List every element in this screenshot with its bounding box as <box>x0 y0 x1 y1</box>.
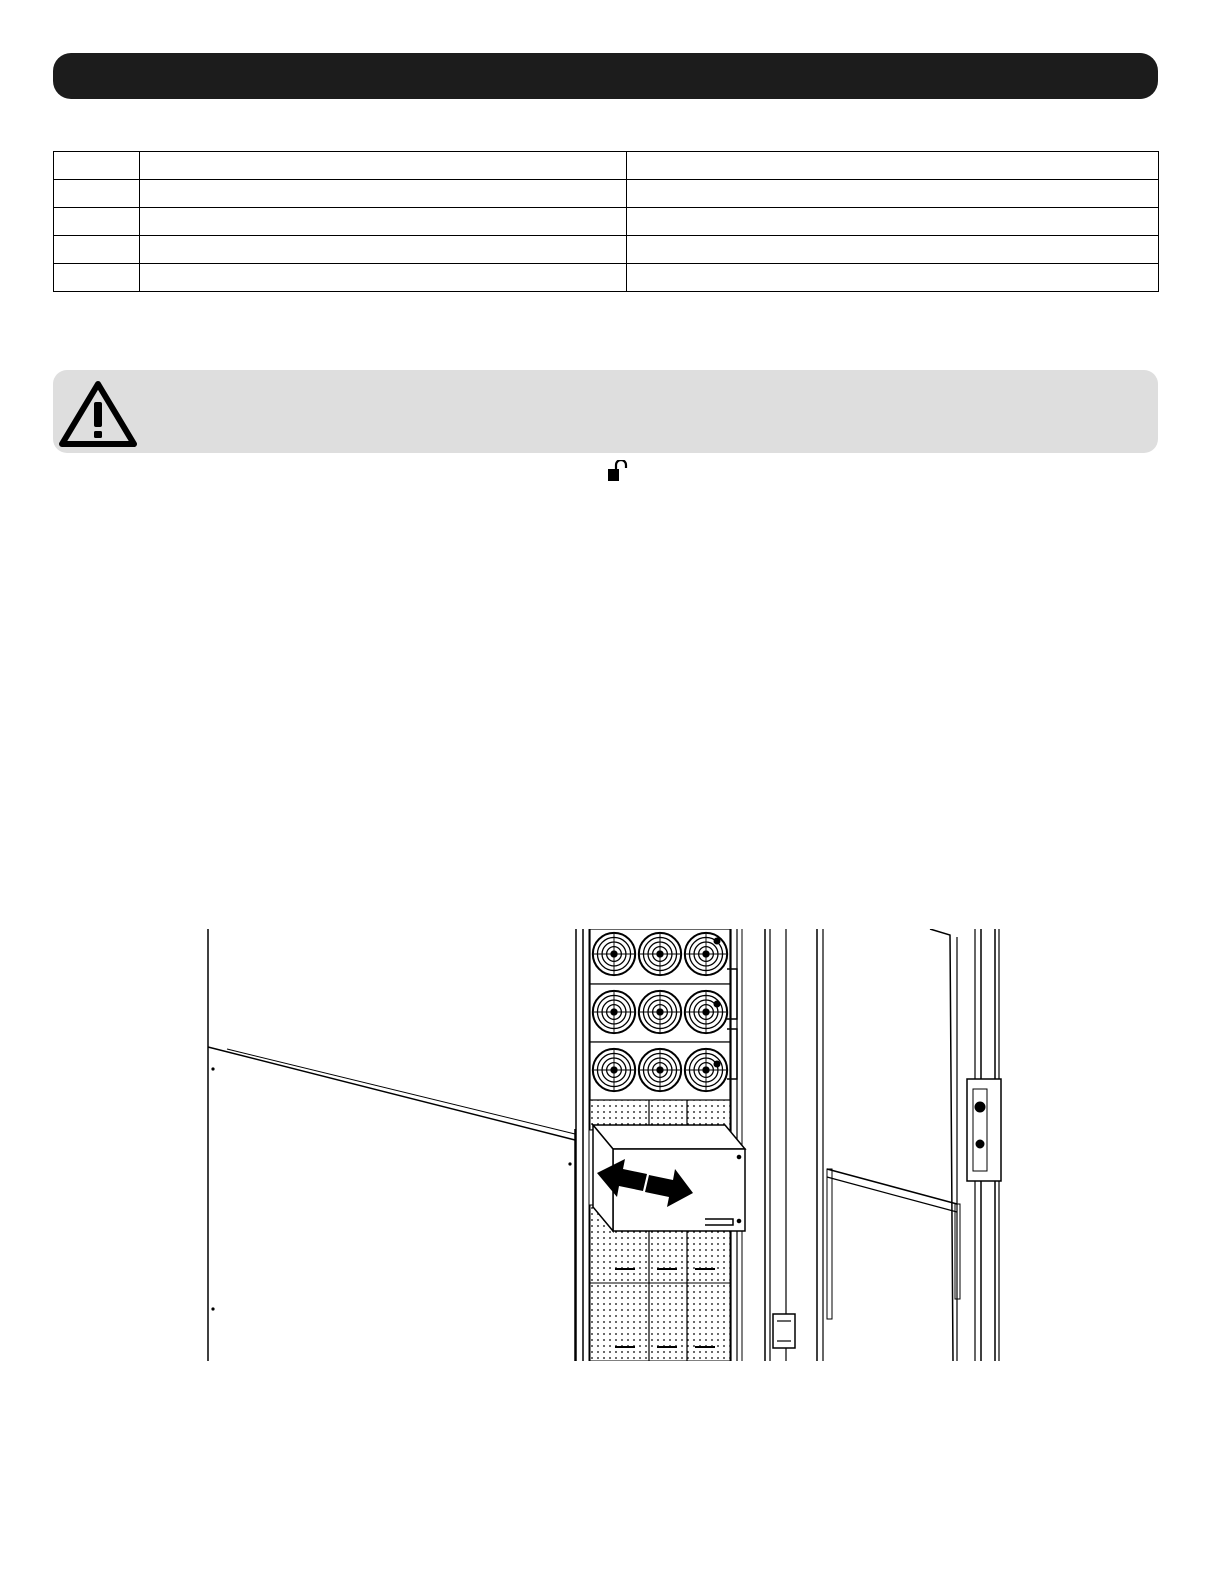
battery-cabinet-drawing <box>205 929 1010 1361</box>
table-cell <box>54 180 140 208</box>
table-row <box>54 264 1159 292</box>
warning-triangle-icon <box>57 378 139 450</box>
table-row <box>54 180 1159 208</box>
table-row <box>54 152 1159 180</box>
table-row <box>54 208 1159 236</box>
table-row <box>54 236 1159 264</box>
table-cell <box>140 180 627 208</box>
unlock-icon <box>606 460 632 482</box>
table-cell <box>140 152 627 180</box>
table-cell <box>140 208 627 236</box>
table-cell <box>627 236 1159 264</box>
fan-module-row <box>590 929 737 1100</box>
table-cell <box>54 208 140 236</box>
spec-table <box>53 151 1159 292</box>
table-cell <box>140 264 627 292</box>
table-cell <box>627 264 1159 292</box>
cabinet-door <box>765 929 1001 1361</box>
warning-box <box>53 370 1158 453</box>
table-cell <box>627 180 1159 208</box>
section-header-bar <box>53 53 1158 99</box>
table-cell <box>54 236 140 264</box>
table-cell <box>627 208 1159 236</box>
table-cell <box>54 152 140 180</box>
cabinet-side-panel <box>208 929 575 1361</box>
table-cell <box>54 264 140 292</box>
table-cell <box>140 236 627 264</box>
table-cell <box>627 152 1159 180</box>
